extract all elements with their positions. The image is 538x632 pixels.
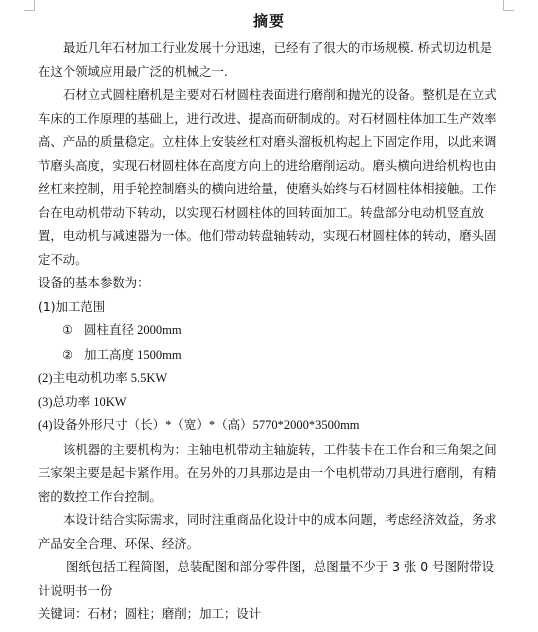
paragraph-description: 石材立式圆柱磨机是主要对石材圆柱表面进行磨削和抛光的设备。整机是在立式车床的工作原理的基础上，进行改进、提高而研制成的。对石材圆柱体加工生产效率高、产品的质量稳定。立柱体上安装丝杠对磨头溜板机构起上下固定作用，以此来调节磨头高度，实现石材圆柱体在高度方向上的进给磨削运动。磨头横向进给机构也由丝杠来控制，用手轮控制磨头的横向进给量，使磨头始终与石材圆柱体相接触。工作台在电动机带动下转动，以实现石材圆柱体的回转面加工。转盘部分电动机竖直放置，电动机与减速器为一体。他们带动转盘轴转动，实现石材圆柱体的转动，磨头固定不动。 bbox=[38, 87, 497, 267]
param-item-range: (1)加工范围 bbox=[38, 298, 106, 314]
param-height-text: 加工高度 1500mm bbox=[84, 347, 182, 362]
param-item-dimensions: (4)设备外形尺寸（长）*（宽）*（高）5770*2000*3500mm bbox=[38, 418, 360, 432]
abstract-title: 摘要 bbox=[252, 12, 285, 30]
abstract-body bbox=[38, 36, 502, 626]
paragraph-drawings: 图纸包括工程简图，总装配图和部分零件图，总图量不少于 3 张 0 号图附带设计说明书一份 bbox=[38, 559, 495, 598]
paragraph-design-goal: 本设计结合实际需求，同时注重商品化设计中的成本问题，考虑经济效益，务求产品安全合理、环保、经济。 bbox=[38, 512, 497, 551]
keywords-line: 关键词：石材；圆柱；磨削；加工；设计 bbox=[38, 606, 262, 621]
circled-two-marker: ② bbox=[62, 346, 74, 362]
param-item-total-power: (3)总功率 10KW bbox=[38, 394, 127, 409]
paragraph-mechanism: 该机器的主要机构为：主轴电机带动主轴旋转，工件装卡在工作台和三角架之间三家架主要是起卡紧作用。在另外的刀具那边是由一个电机带动刀具进行磨削，有精密的数控工作台控制。 bbox=[38, 441, 497, 504]
params-intro: 设备的基本参数为： bbox=[38, 275, 150, 290]
param-subitem-height bbox=[38, 343, 502, 368]
paragraph-intro: 最近几年石材加工行业发展十分迅速，已经有了很大的市场规模. 桥式切边机是在这个领域应用最广泛的机械之一. bbox=[38, 40, 493, 79]
param-diameter-text: 圆柱直径 2000mm bbox=[84, 323, 182, 337]
param-subitem-diameter bbox=[38, 318, 502, 343]
param-item-motor-power: (2)主电动机功率 5.5KW bbox=[38, 371, 168, 385]
circled-one-marker: ① bbox=[62, 322, 74, 337]
